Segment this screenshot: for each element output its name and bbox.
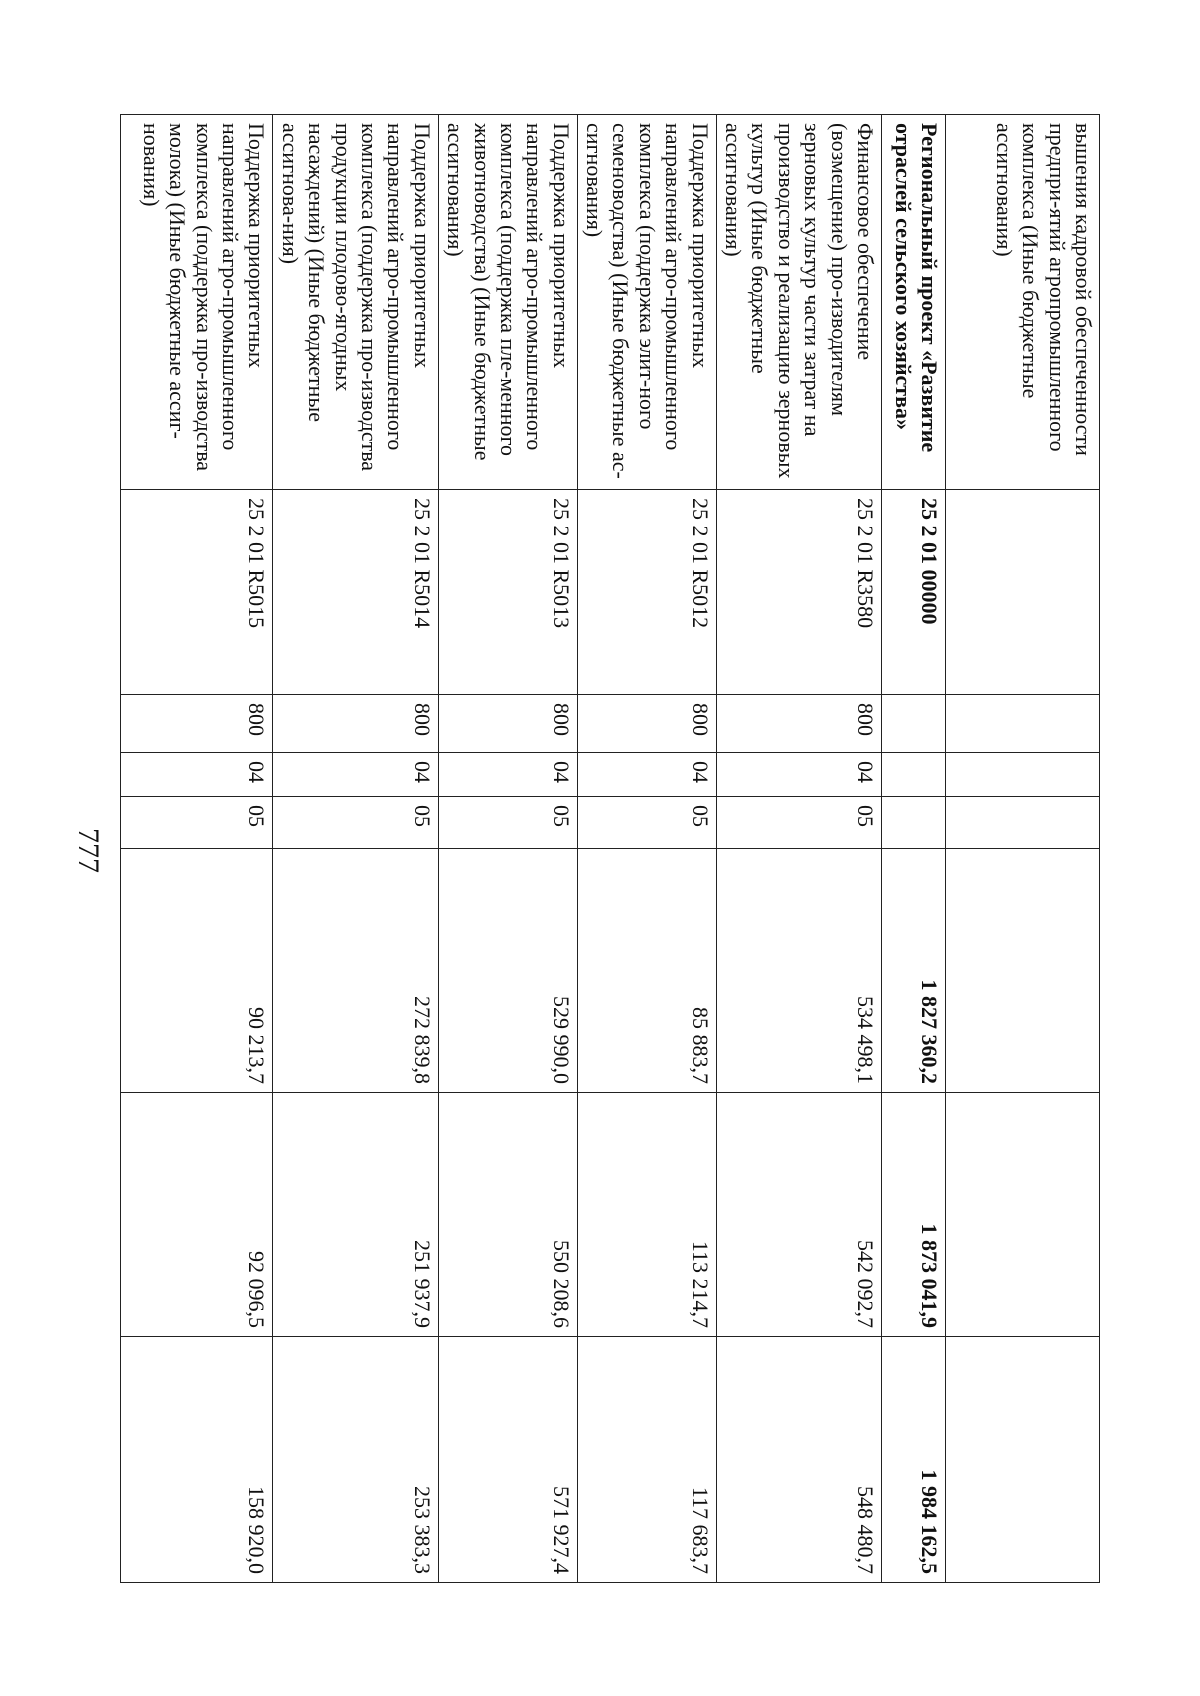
row-code: 25 2 01 R5015 bbox=[121, 490, 273, 695]
row-expense-type: 800 bbox=[716, 695, 881, 753]
row-amount-2: 251 937,9 bbox=[273, 1093, 438, 1337]
row-amount-2: 550 208,6 bbox=[438, 1093, 577, 1337]
row-code: 25 2 01 R5012 bbox=[577, 490, 716, 695]
table-row bbox=[577, 115, 716, 1583]
row-subsection: 05 bbox=[438, 797, 577, 849]
row-section: 04 bbox=[716, 753, 881, 797]
table-container bbox=[138, 114, 1100, 1582]
row-amount-3: 548 480,7 bbox=[716, 1337, 881, 1583]
row-expense-type bbox=[882, 695, 946, 753]
row-section bbox=[946, 753, 1100, 797]
table-row bbox=[882, 115, 946, 1583]
row-code: 25 2 01 R3580 bbox=[716, 490, 881, 695]
row-subsection bbox=[946, 797, 1100, 849]
row-amount-2: 542 092,7 bbox=[716, 1093, 881, 1337]
row-amount-1: 85 883,7 bbox=[577, 849, 716, 1093]
row-amount-1: 90 213,7 bbox=[121, 849, 273, 1093]
row-description: Поддержка приоритетных направлений агро-промышленного комплекса (поддержка про-изводства продукции плодово-ягодных насаждений) (Иные бюджетные ассигнова-ния) bbox=[273, 115, 438, 490]
page-number: 777 bbox=[72, 828, 105, 873]
row-amount-1: 529 990,0 bbox=[438, 849, 577, 1093]
row-amount-3: 571 927,4 bbox=[438, 1337, 577, 1583]
table-row bbox=[946, 115, 1100, 1583]
row-section bbox=[882, 753, 946, 797]
row-amount-2: 113 214,7 bbox=[577, 1093, 716, 1337]
row-section: 04 bbox=[438, 753, 577, 797]
row-section: 04 bbox=[121, 753, 273, 797]
row-amount-2: 92 096,5 bbox=[121, 1093, 273, 1337]
row-code: 25 2 01 00000 bbox=[882, 490, 946, 695]
row-amount-1 bbox=[946, 849, 1100, 1093]
row-amount-3: 1 984 162,5 bbox=[882, 1337, 946, 1583]
row-subsection bbox=[882, 797, 946, 849]
row-expense-type: 800 bbox=[577, 695, 716, 753]
row-description: Поддержка приоритетных направлений агро-промышленного комплекса (поддержка элит-ного семеноводства) (Иные бюджетные ас-сигнования) bbox=[577, 115, 716, 490]
budget-table bbox=[120, 114, 1100, 1583]
table-row bbox=[438, 115, 577, 1583]
row-amount-3: 117 683,7 bbox=[577, 1337, 716, 1583]
row-amount-3: 253 383,3 bbox=[273, 1337, 438, 1583]
row-code bbox=[946, 490, 1100, 695]
row-expense-type: 800 bbox=[121, 695, 273, 753]
row-expense-type: 800 bbox=[273, 695, 438, 753]
row-subsection: 05 bbox=[273, 797, 438, 849]
row-amount-3: 158 920,0 bbox=[121, 1337, 273, 1583]
row-amount-1: 534 498,1 bbox=[716, 849, 881, 1093]
row-expense-type: 800 bbox=[438, 695, 577, 753]
row-description: Финансовое обеспечение (возмещение) про-изводителям зерновых культур части затрат на производство и реализацию зерновых культур (Иные бюджетные ассигнования) bbox=[716, 115, 881, 490]
row-subsection: 05 bbox=[716, 797, 881, 849]
row-section: 04 bbox=[273, 753, 438, 797]
row-description: вышения кадровой обеспеченности предпри-ятий агропромышленного комплекса (Иные бюджетные ассигнования) bbox=[946, 115, 1100, 490]
row-section: 04 bbox=[577, 753, 716, 797]
row-description: Поддержка приоритетных направлений агро-промышленного комплекса (поддержка пле-менного животноводства) (Иные бюджетные ассигнования) bbox=[438, 115, 577, 490]
row-expense-type bbox=[946, 695, 1100, 753]
row-amount-1: 272 839,8 bbox=[273, 849, 438, 1093]
table-row bbox=[716, 115, 881, 1583]
row-description: Региональный проект «Развитие отраслей сельского хозяйства» bbox=[882, 115, 946, 490]
table-row bbox=[121, 115, 273, 1583]
row-code: 25 2 01 R5013 bbox=[438, 490, 577, 695]
table-row bbox=[273, 115, 438, 1583]
row-description: Поддержка приоритетных направлений агро-промышленного комплекса (поддержка про-изводства молока) (Иные бюджетные ассиг-нования) bbox=[121, 115, 273, 490]
row-subsection: 05 bbox=[121, 797, 273, 849]
row-subsection: 05 bbox=[577, 797, 716, 849]
row-amount-2: 1 873 041,9 bbox=[882, 1093, 946, 1337]
row-amount-1: 1 827 360,2 bbox=[882, 849, 946, 1093]
row-code: 25 2 01 R5014 bbox=[273, 490, 438, 695]
row-amount-2 bbox=[946, 1093, 1100, 1337]
row-amount-3 bbox=[946, 1337, 1100, 1583]
